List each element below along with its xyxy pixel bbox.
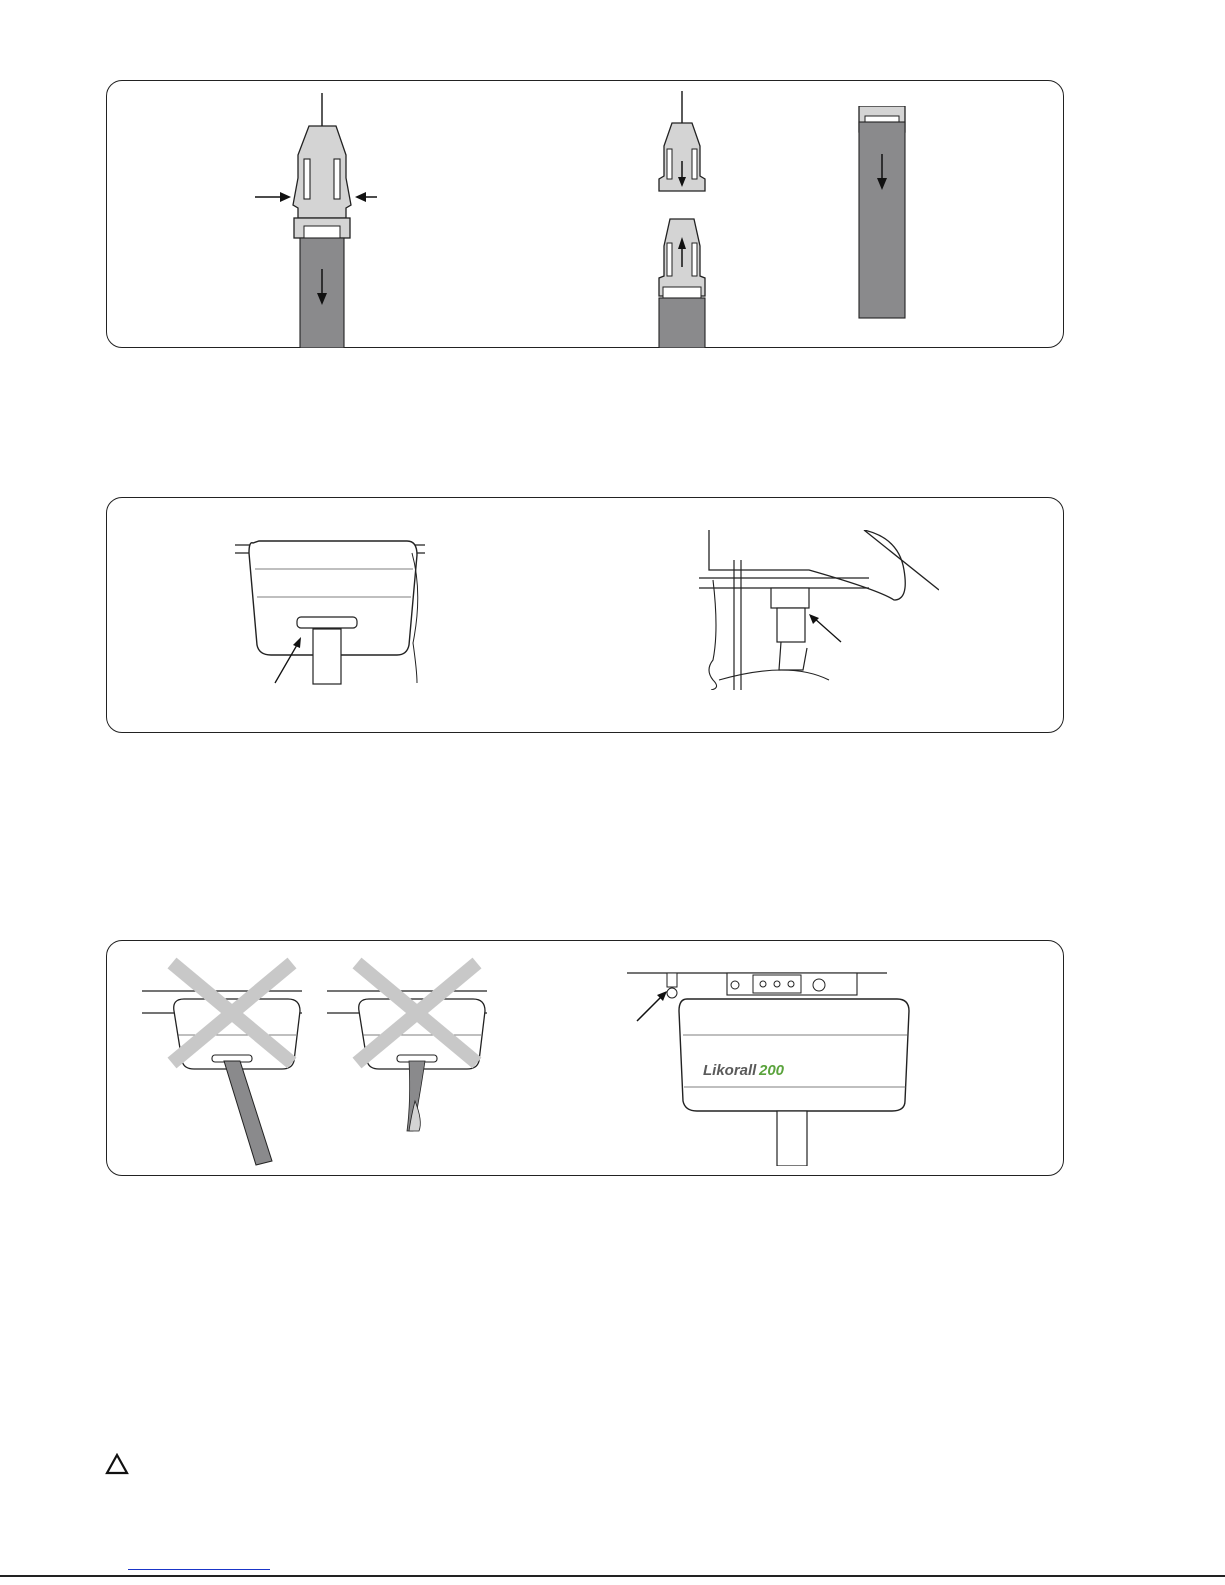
footer-rule — [0, 1575, 1225, 1577]
lift-motor-strap-outlet-figure — [227, 533, 442, 688]
strap-clip-squeeze-figure — [247, 93, 377, 348]
incorrect-strap-twisted-figure — [327, 951, 502, 1166]
pointer-arrow-icon — [809, 614, 841, 642]
lift-motor-quick-release-figure — [699, 530, 939, 690]
squeeze-arrow-right-icon — [355, 192, 377, 202]
strap-clip-connect-figure — [642, 91, 722, 348]
warning-triangle-icon — [105, 1453, 129, 1475]
product-model-label: 200 — [759, 1062, 785, 1079]
panel-lift-motor — [106, 497, 1064, 733]
correct-lift-installation-figure — [627, 961, 927, 1166]
footer-link-underline — [128, 1569, 270, 1570]
pointer-arrow-icon — [637, 991, 667, 1021]
strap-inserted-figure — [852, 106, 912, 326]
squeeze-arrow-left-icon — [255, 192, 291, 202]
panel-strap-orientation — [106, 940, 1064, 1176]
panel-strap-clip — [106, 80, 1064, 348]
product-brand-label: Likorall — [703, 1062, 757, 1079]
incorrect-strap-angled-figure — [142, 951, 317, 1166]
